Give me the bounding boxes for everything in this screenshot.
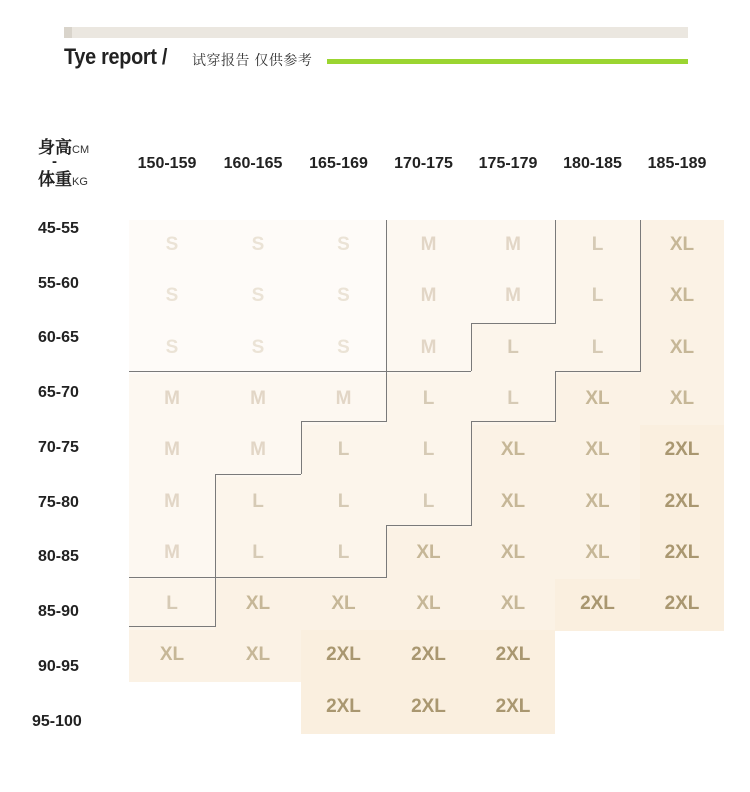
staircase-line <box>386 525 387 577</box>
weight-unit: KG <box>72 176 88 188</box>
size-cell: L <box>507 387 519 409</box>
column-header: 180-185 <box>563 155 622 172</box>
staircase-line <box>386 220 387 372</box>
column-header: 165-169 <box>309 155 368 172</box>
corner-separator: - <box>52 153 57 170</box>
size-cell: XL <box>500 490 526 512</box>
size-cell: 2XL <box>495 695 531 717</box>
row-header: 75-80 <box>38 494 79 511</box>
size-cell: M <box>164 387 180 409</box>
staircase-line <box>386 371 471 372</box>
size-cell: M <box>250 387 266 409</box>
staircase-line <box>555 220 556 323</box>
accent-line <box>327 59 688 64</box>
row-header: 65-70 <box>38 384 79 401</box>
row-header: 95-100 <box>32 713 82 730</box>
size-cell: XL <box>585 490 610 512</box>
size-cell: 2XL <box>411 695 446 717</box>
column-header: 175-179 <box>478 155 538 172</box>
size-cell: XL <box>669 234 695 255</box>
size-cell: S <box>165 336 179 358</box>
size-cell: M <box>420 285 437 307</box>
size-cell: 2XL <box>326 644 361 666</box>
size-cell: S <box>337 336 350 358</box>
size-cell: L <box>591 285 604 307</box>
size-cell: S <box>337 234 350 255</box>
size-cell: L <box>337 490 350 512</box>
staircase-line <box>215 577 216 627</box>
size-cell: XL <box>331 593 356 615</box>
size-cell: 2XL <box>326 695 361 717</box>
size-cell: XL <box>669 336 695 358</box>
size-cell: XL <box>500 593 526 615</box>
staircase-line <box>129 577 216 578</box>
size-cell: XL <box>585 387 610 409</box>
size-cell: M <box>250 439 266 461</box>
staircase-line <box>471 421 472 525</box>
report-title: Tye report / <box>64 44 168 69</box>
staircase-line <box>215 474 216 577</box>
size-cell: XL <box>159 644 185 666</box>
size-cell: M <box>164 490 180 512</box>
staircase-line <box>301 421 302 474</box>
header-top-bar-tick <box>64 27 72 38</box>
size-cell: 2XL <box>664 490 700 512</box>
staircase-line <box>640 220 641 372</box>
corner-height-label <box>38 138 89 160</box>
size-cell: XL <box>245 644 271 666</box>
height-label: 身高 <box>38 138 72 157</box>
column-header: 150-159 <box>137 155 197 172</box>
staircase-line <box>129 371 386 372</box>
size-cell: L <box>591 336 604 358</box>
size-cell: M <box>420 336 437 358</box>
staircase-line <box>386 525 472 526</box>
row-header: 85-90 <box>38 603 79 620</box>
size-cell: 2XL <box>411 644 446 666</box>
size-cell: 2XL <box>664 593 700 615</box>
staircase-line <box>555 371 556 421</box>
row-header: 60-65 <box>38 329 79 346</box>
size-cell: XL <box>416 541 441 563</box>
size-cell: L <box>337 439 350 461</box>
size-cell: XL <box>585 541 610 563</box>
report-subtitle: 试穿报告 仅供参考 <box>192 52 313 68</box>
size-cell: M <box>505 285 521 307</box>
size-cell: L <box>166 593 178 615</box>
size-cell: L <box>252 541 264 563</box>
staircase-line <box>215 474 301 475</box>
staircase-line <box>555 371 641 372</box>
size-cell: XL <box>245 593 271 615</box>
row-header: 55-60 <box>38 275 79 292</box>
size-cell: M <box>505 234 521 255</box>
size-cell: L <box>252 490 264 512</box>
size-cell: L <box>422 387 435 409</box>
staircase-line <box>129 626 216 627</box>
corner-weight-label <box>38 170 88 192</box>
height-unit: CM <box>72 144 90 156</box>
size-cell: XL <box>669 387 695 409</box>
column-header: 185-189 <box>647 155 707 172</box>
size-cell: L <box>591 234 604 255</box>
size-cell: 2XL <box>664 439 700 461</box>
weight-label: 体重 <box>38 170 72 189</box>
size-cell: S <box>165 234 179 255</box>
size-cell: M <box>335 387 352 409</box>
size-cell: XL <box>416 593 441 615</box>
staircase-line <box>215 577 387 578</box>
row-header: 80-85 <box>38 548 79 565</box>
header-top-bar <box>64 27 688 38</box>
staircase-line <box>471 421 556 422</box>
staircase-line <box>386 371 387 421</box>
size-cell: S <box>165 285 179 307</box>
size-cell: L <box>337 541 350 563</box>
row-header: 70-75 <box>38 439 79 456</box>
size-cell: M <box>164 439 180 461</box>
size-cell: XL <box>500 541 526 563</box>
size-cell: S <box>251 285 265 307</box>
size-cell: 2XL <box>664 541 700 563</box>
size-cell: M <box>164 541 180 563</box>
staircase-line <box>301 421 387 422</box>
staircase-line <box>471 323 556 324</box>
size-cell: S <box>337 285 350 307</box>
staircase-line <box>471 323 472 371</box>
size-cell: L <box>422 439 435 461</box>
size-cell: XL <box>500 439 526 461</box>
size-cell: S <box>251 336 265 358</box>
column-header: 170-175 <box>394 155 453 172</box>
size-cell: L <box>507 336 519 358</box>
size-cell: XL <box>669 285 695 307</box>
size-cell: 2XL <box>580 593 615 615</box>
size-cell: L <box>422 490 435 512</box>
row-header: 45-55 <box>38 220 79 237</box>
size-cell: XL <box>585 439 610 461</box>
size-cell: 2XL <box>495 644 531 666</box>
row-header: 90-95 <box>38 658 79 675</box>
size-cell: S <box>251 234 265 255</box>
size-cell: M <box>420 234 437 255</box>
column-header: 160-165 <box>223 155 283 172</box>
